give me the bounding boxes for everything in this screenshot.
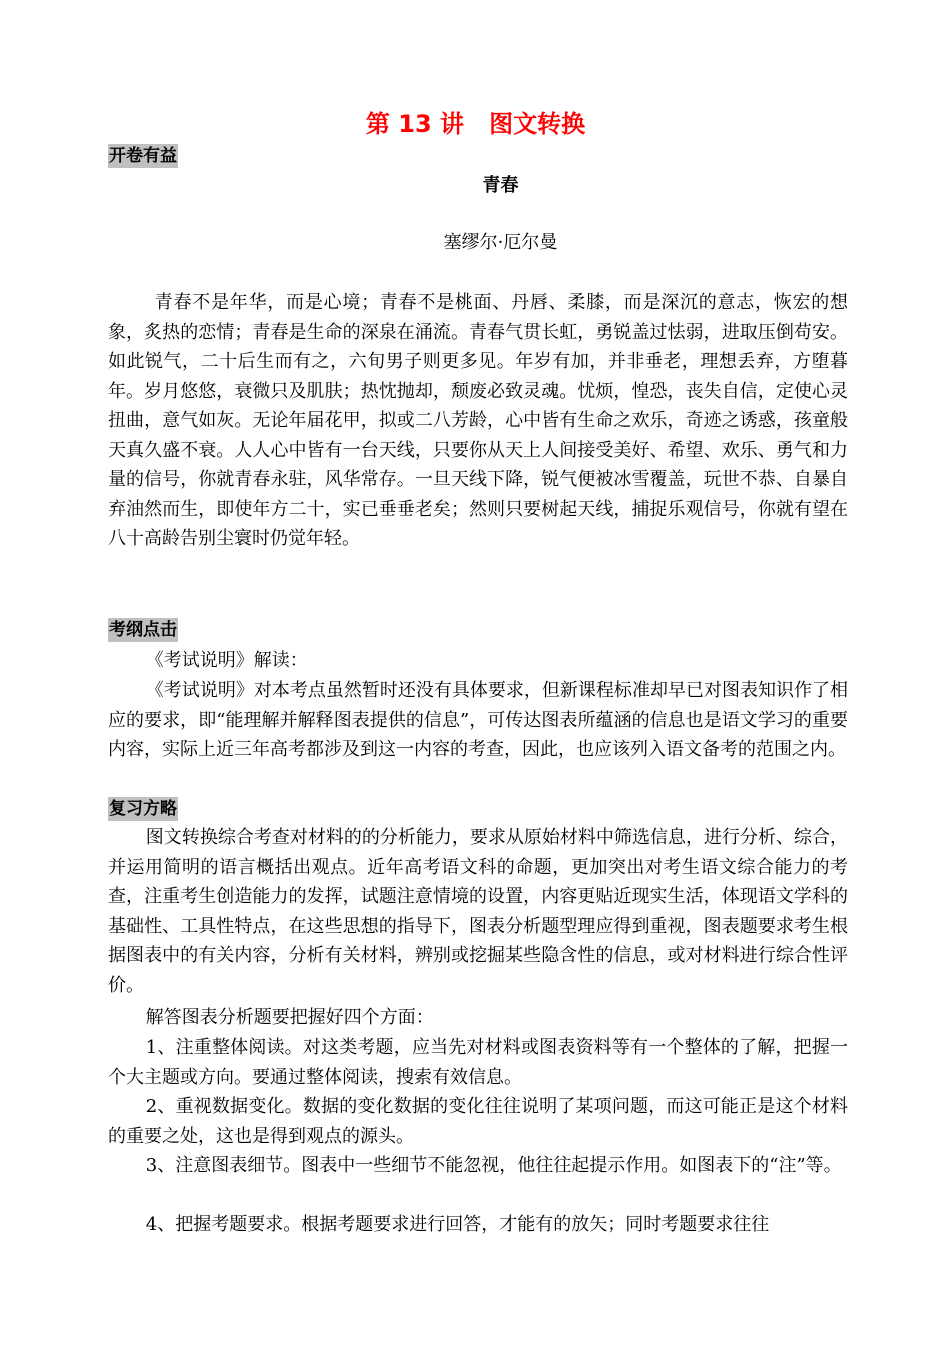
exam-body: 《考试说明》对本考点虽然暂时还没有具体要求，但新课程标准却早已对图表知识作了相应的要求，即“能理解并解释图表提供的信息”，可传达图表所蕴涵的信息也是语文学习的重要内容，实际上近三年高考都涉及到这一内容的考查，因此，也应该列入语文备考的范围之内。 — [108, 680, 848, 760]
section-heading-kaogang: 考纲点击 — [109, 620, 177, 640]
poem-author: 塞缪尔·厄尔曼 — [443, 232, 558, 253]
review-point-1: 1、注重整体阅读。对这类考题，应当先对材料或图表资料等有一个整体的了解，把握一个大主题或方向。要通过整体阅读，搜索有效信息。 — [108, 1037, 848, 1088]
review-lead: 解答图表分析题要把握好四个方面： — [145, 1007, 434, 1028]
section-heading-kaijuan: 开卷有益 — [109, 146, 177, 166]
review-point-4: 4、把握考题要求。根据考题要求进行回答，才能有的放矢；同时考题要求往往 — [145, 1214, 770, 1235]
section-heading-fuxi: 复习方略 — [109, 799, 177, 819]
poem-title: 青春 — [482, 175, 519, 196]
exam-intro: 《考试说明》解读： — [145, 650, 308, 671]
review-point-3: 3、注意图表细节。图表中一些细节不能忽视，他往往起提示作用。如图表下的“注”等。 — [145, 1155, 842, 1176]
review-point-2: 2、重视数据变化。数据的变化数据的变化往往说明了某项问题，而这可能正是这个材料的重要之处，这也是得到观点的源头。 — [108, 1096, 848, 1147]
document-title: 第 13 讲 图文转换 — [365, 110, 586, 138]
review-body: 图文转换综合考查对材料的的分析能力，要求从原始材料中筛选信息，进行分析、综合，并运用简明的语言概括出观点。近年高考语文科的命题，更加突出对考生语文综合能力的考查，注重考生创造能力的发挥，试题注意情境的设置，内容更贴近现实生活，体现语文学科的基础性、工具性特点，在这些思想的指导下，图表分析题型理应得到重视，图表题要求考生根据图表中的有关内容，分析有关材料，辨别或挖掘某些隐含性的信息，或对材料进行综合性评价。 — [108, 827, 848, 996]
poem-text: 青春不是年华，而是心境；青春不是桃面、丹唇、柔膝，而是深沉的意志，恢宏的想象，炙热的恋情；青春是生命的深泉在涌流。青春气贯长虹，勇锐盖过怯弱，进取压倒苟安。如此锐气，二十后生而有之，六旬男子则更多见。年岁有加，并非垂老，理想丢弃，方堕暮年。岁月悠悠，衰微只及肌肤；热忱抛却，颓废必致灵魂。忧烦，惶恐，丧失自信，定使心灵扭曲，意气如灰。无论年届花甲，拟或二八芳龄，心中皆有生命之欢乐，奇迹之诱惑，孩童般天真久盛不衰。人人心中皆有一台天线，只要你从天上人间接受美好、希望、欢乐、勇气和力量的信号，你就青春永驻，风华常存。一旦天线下降，锐气便被冰雪覆盖，玩世不恭、自暴自弃油然而生，即使年方二十，实已垂垂老矣；然则只要树起天线，捕捉乐观信号，你就有望在八十高龄告别尘寰时仍觉年轻。 — [108, 292, 848, 549]
